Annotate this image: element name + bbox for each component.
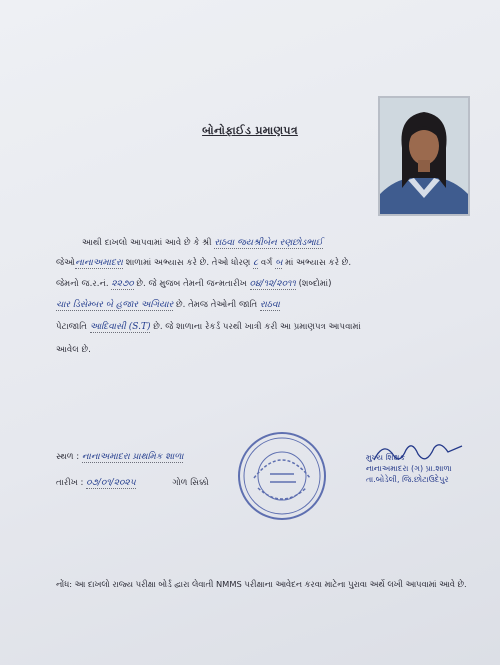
birth-date-words: ચાર ડિસેમ્બર બે હજાર અગિયાર bbox=[56, 300, 174, 310]
date-value: ૦૭/૦૧/૨૦૨૫ bbox=[86, 478, 136, 488]
line2-mid2: વર્ગ bbox=[260, 258, 273, 268]
certificate-title: બોનોફાઈડ પ્રમાણપત્ર bbox=[202, 124, 298, 137]
place-row bbox=[56, 452, 183, 462]
signatory-title: મુખ્ય શિક્ષક bbox=[366, 453, 406, 462]
body-line-2 bbox=[56, 258, 351, 268]
birth-date: ૦૪/૧૨/૨૦૧૧ bbox=[249, 279, 296, 289]
line2-prefix: જેઓ bbox=[56, 258, 76, 268]
line5-suffix: છે. જે શાળાના રેકર્ડ પરથી ખાત્રી કરી આ પ્રમાણપત્ર આપવામાં bbox=[153, 322, 361, 332]
line5-prefix: પેટાજાતિ bbox=[56, 322, 87, 332]
stamp-label: ગોળ સિક્કો bbox=[172, 478, 209, 488]
subcaste-value: આદિવાસી (S.T) bbox=[89, 322, 151, 332]
date-label: તારીખ : bbox=[56, 478, 84, 488]
line4-suffix: છે. તેમજ તેઓની જાતિ bbox=[175, 300, 258, 310]
caste-value: રાઠવા bbox=[259, 300, 280, 310]
place-value: નાનાઅમાદરા પ્રાથમિક શાળા bbox=[81, 452, 184, 462]
place-label: સ્થળ : bbox=[56, 452, 80, 462]
line6-text: આવેલ છે. bbox=[56, 345, 91, 355]
gr-number: ૨૨૭૦ bbox=[111, 279, 134, 289]
student-photo bbox=[378, 96, 470, 216]
line2-mid: શાળામાં અભ્યાસ કરે છે. તેઓ ધોરણ bbox=[125, 258, 251, 268]
signatory-address: તા.બોડેલી, જિ.છોટાઉદેપુર bbox=[366, 475, 449, 484]
date-row bbox=[56, 478, 209, 488]
signatory-block bbox=[366, 452, 452, 485]
line3-mid: છે. જે મુજબ તેમની જન્મતારીખ bbox=[136, 279, 247, 289]
body-line-4 bbox=[56, 300, 280, 310]
body-line-3 bbox=[56, 279, 331, 289]
student-name: રાઠવા જયશ્રીબેન રણછોડભાઈ bbox=[214, 238, 323, 248]
line2-suffix: માં અભ્યાસ કરે છે. bbox=[285, 258, 352, 268]
certificate-note: નોંધ: આ દાખલો રાજ્ય પરીક્ષા બોર્ડ દ્વારા લેવાતી NMMS પરીક્ષાના આવેદન કરવા માટેના પુરાવા અર્થે લખી આપવામાં આવે છે. bbox=[56, 579, 467, 589]
body-line-6 bbox=[56, 345, 91, 355]
line3-suffix: (શબ્દોમાં) bbox=[298, 279, 332, 289]
line3-prefix: જેમનો જ.ર.નં. bbox=[56, 279, 109, 289]
division-value: બ bbox=[275, 258, 283, 268]
school-name: નાનાઅમાદરા bbox=[75, 258, 123, 268]
body-line-5 bbox=[56, 322, 361, 332]
line1-text: આથી દાખલો આપવામાં આવે છે કે શ્રી bbox=[82, 238, 212, 248]
round-stamp bbox=[238, 432, 326, 520]
signatory-school: નાનાઅમાદરા (ગ) પ્રા.શાળા bbox=[366, 464, 452, 473]
grade-value: ૮ bbox=[253, 258, 259, 268]
body-line-1 bbox=[82, 238, 323, 248]
